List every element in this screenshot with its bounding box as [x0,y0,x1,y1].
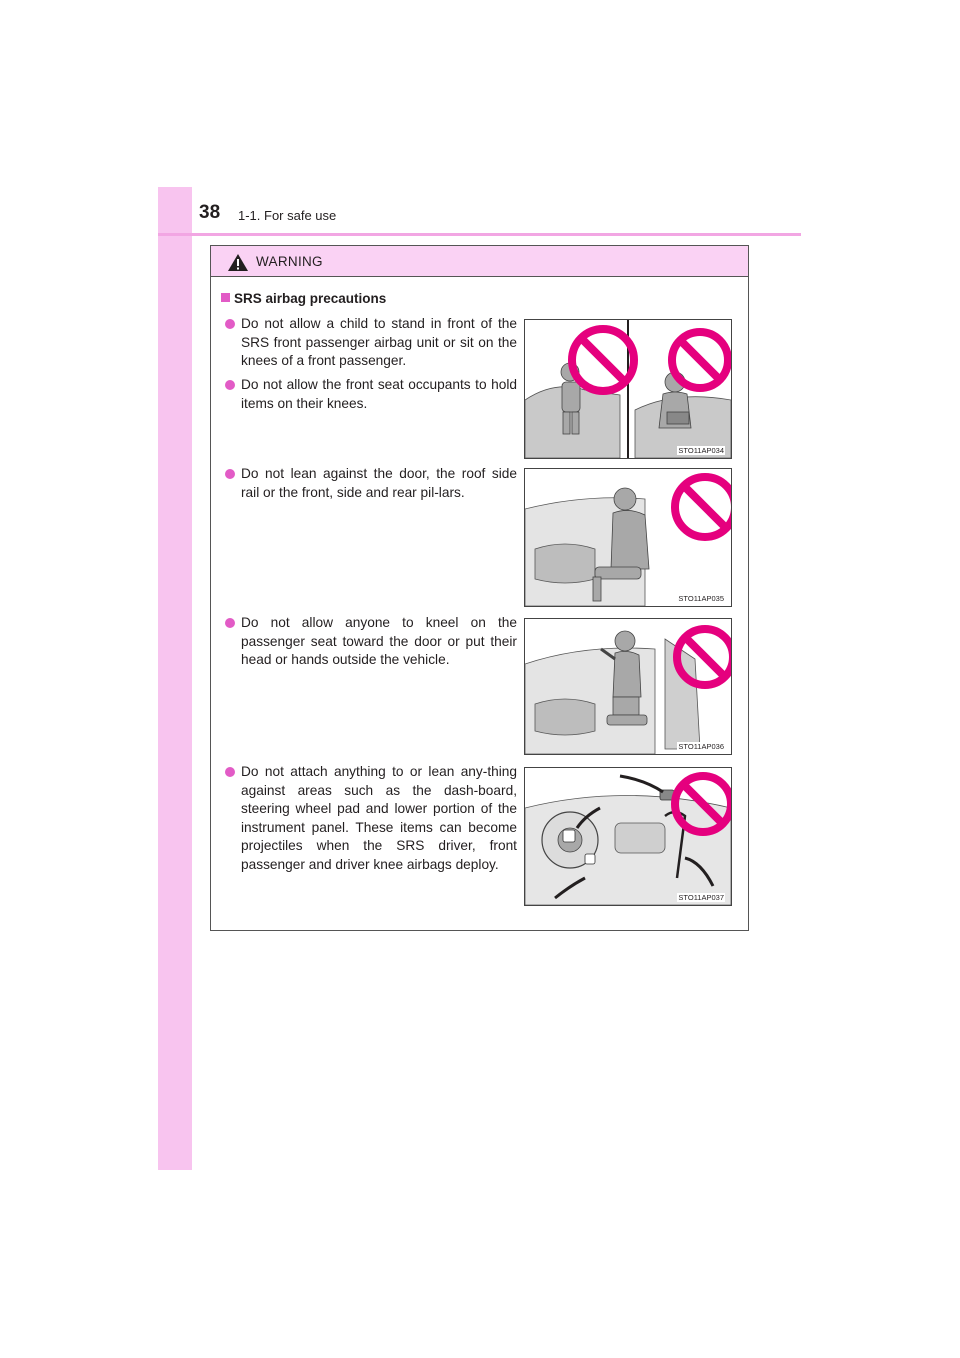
figure-leaning-door [524,468,732,607]
list-item [221,376,517,413]
item-text: Do not attach anything to or lean any-thing against areas such as the dash-board, steering wheel pad and lower portion of the instrument panel. These items can become projectiles when the SRS driver, front passenger and driver knee airbags deploy. [241,764,517,872]
page-number: 38 [199,202,221,223]
figure-code: STO11AP037 [678,893,724,902]
item-text: Do not lean against the door, the roof side rail or the front, side and rear pil-lars. [241,466,517,500]
item-text: Do not allow a child to stand in front of the SRS front passenger airbag unit or sit on the knees of a front passenger. [241,316,517,369]
bullet-dot-icon [225,319,235,329]
subheading-text: SRS airbag precautions [234,291,387,306]
list-item [221,465,517,502]
item-text: Do not allow the front seat occupants to hold items on their knees. [241,377,517,411]
figure-dashboard-items [524,767,732,906]
list-item [221,763,517,875]
figure-code: STO11AP035 [678,594,724,603]
header-divider [158,233,801,236]
square-bullet-icon [221,293,230,302]
warning-triangle-icon [227,253,249,272]
subheading [221,291,386,306]
bullet-dot-icon [225,618,235,628]
side-color-band [158,187,192,1170]
prohibition-icon [675,477,731,537]
warning-header [211,246,748,277]
figure-code: STO11AP034 [678,446,724,455]
warning-box [210,245,749,931]
item-text: Do not allow anyone to kneel on the passenger seat toward the door or put their head or hands outside the vehicle. [241,615,517,668]
figure-kneeling-seat [524,618,732,755]
warning-label: WARNING [256,254,323,269]
bullet-dot-icon [225,469,235,479]
bullet-dot-icon [225,767,235,777]
prohibition-icon [572,329,634,391]
list-item [221,315,517,371]
prohibition-icon [672,332,728,388]
section-title: 1-1. For safe use [238,208,337,223]
figure-code: STO11AP036 [678,742,724,751]
figure-child-front-seat [524,319,732,459]
list-item [221,614,517,670]
bullet-dot-icon [225,380,235,390]
